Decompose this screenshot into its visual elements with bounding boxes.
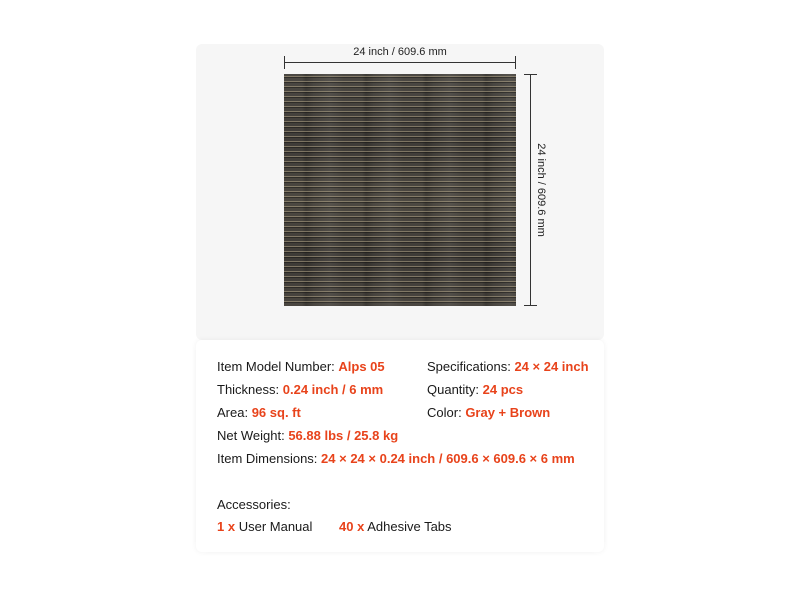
carpet-tile-image <box>284 74 516 306</box>
height-dimension-line <box>530 74 531 306</box>
height-dimension-label: 24 inch / 609.6 mm <box>533 74 547 306</box>
spec-value: 24 × 24 × 0.24 inch / 609.6 × 609.6 × 6 mm <box>321 451 575 466</box>
spec-color <box>427 405 550 421</box>
spec-model-number <box>217 359 385 375</box>
accessory-count: 40 x <box>339 519 365 534</box>
spec-label: Color: <box>427 405 462 420</box>
spec-thickness <box>217 382 383 398</box>
accessories-title: Accessories: <box>217 497 291 512</box>
accessory-item-user-manual <box>217 519 312 535</box>
spec-quantity <box>427 382 523 398</box>
accessory-name: Adhesive Tabs <box>367 519 452 534</box>
spec-label: Area: <box>217 405 249 420</box>
spec-area <box>217 405 301 421</box>
accessory-item-adhesive-tabs <box>339 519 452 535</box>
width-dimension-line <box>284 62 516 63</box>
spec-label: Net Weight: <box>217 428 285 443</box>
spec-item-dimensions <box>217 451 575 467</box>
spec-label: Quantity: <box>427 382 480 397</box>
accessory-name: User Manual <box>238 519 313 534</box>
spec-label: Item Dimensions: <box>217 451 318 466</box>
spec-label: Thickness: <box>217 382 280 397</box>
spec-value: 24 × 24 inch <box>514 359 589 374</box>
spec-value: Alps 05 <box>338 359 385 374</box>
spec-value: 56.88 lbs / 25.8 kg <box>288 428 399 443</box>
spec-net-weight <box>217 428 398 444</box>
accessory-count: 1 x <box>217 519 236 534</box>
spec-label: Specifications: <box>427 359 511 374</box>
spec-specifications <box>427 359 589 375</box>
spec-value: 96 sq. ft <box>251 405 301 420</box>
spec-label: Item Model Number: <box>217 359 335 374</box>
width-dimension-label: 24 inch / 609.6 mm <box>284 46 516 58</box>
spec-value: 24 pcs <box>482 382 524 397</box>
spec-value: 0.24 inch / 6 mm <box>282 382 384 397</box>
spec-value: Gray + Brown <box>465 405 551 420</box>
